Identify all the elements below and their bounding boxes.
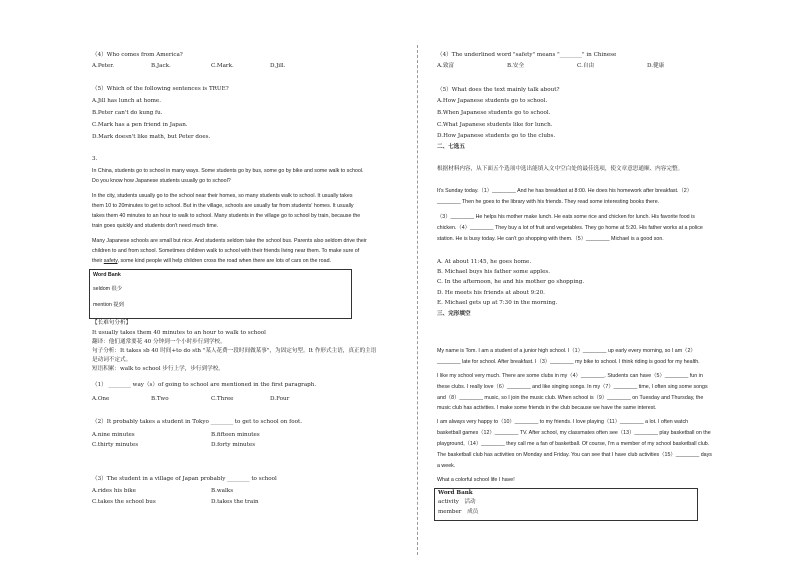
option-d: D. He meets his friends at about 9:20.: [437, 290, 545, 296]
passage-line: In China, students go to school in many ways. Some students go by bus, some go by bike and some walk to school.: [92, 168, 364, 174]
option-b: B. Michael buys his father some apples.: [437, 269, 551, 275]
option-c: C.What Japanese students like for lunch.: [437, 122, 553, 128]
analysis-structure: 句子分析：It takes sb 40 时间+to do sth "某人花费一段时间做某事"，为固定句型。It 作形式主语，真正的主语: [92, 348, 377, 354]
question-3-stem: （3）The student in a village of Japan probably ________ to school: [92, 476, 277, 482]
option-c: C.thirty minutes: [92, 442, 139, 448]
passage-line: children to and from school. Sometimes children walk to school with their friends living near them. To make sure of: [92, 248, 360, 254]
option-c: C.Three: [211, 396, 234, 402]
passage-line: ________ Then he goes to the library with his friends. They read some interesting books there.: [437, 199, 660, 205]
cloze-line: music club has activities. I make some friends in the club because we have the same interest.: [437, 405, 657, 411]
cloze-line: I am always very happy to（10）________ to my friends. I love playing（11）________ a lot. I often watch: [437, 419, 689, 425]
analysis-structure: 是动词不定式。: [92, 357, 132, 363]
section-instruction: 根据材料内容，从下面五个选项中选出能填入文中空白处的最佳选项，使文章意思通顺、内容完整。: [437, 166, 684, 172]
section-heading: 三、完形填空: [437, 311, 471, 317]
word-bank-item: seldom 很少: [93, 286, 123, 292]
option-b: B.Jack.: [151, 63, 171, 69]
question-2-stem: （2）It probably takes a student in Tokyo ________ to get to school on foot.: [92, 419, 302, 425]
analysis-heading: 【长难句分析】: [92, 320, 132, 326]
question-4-stem: （4）The underlined word "safety" means "________" in Chinese: [437, 52, 617, 58]
option-a: A.nine minutes: [92, 432, 135, 438]
option-d: D.takes the train: [211, 499, 259, 505]
passage-line: In the city, students usually go to the school near their homes, so many students walk to school. It usually takes: [92, 193, 353, 199]
option-a: A.Peter.: [92, 63, 115, 69]
option-a: A.rides his bike: [92, 488, 136, 494]
option-c: C.takes the school bus: [92, 499, 156, 505]
option-d: D.Jill.: [270, 63, 286, 69]
option-d: D.forty minutes: [211, 442, 256, 448]
passage-line: chicken.（4）________ They buy a lot of fruit and vegetables. They go home at 5:20. His father works at a police: [437, 225, 703, 231]
option-d: D.Four: [270, 396, 290, 402]
option-b: B.fifteen minutes: [211, 432, 260, 438]
passage-line: （3）________ He helps his mother make lunch. He eats some rice and chicken for lunch. His favorite food is: [437, 214, 695, 220]
cloze-line: these clubs. I really love（6）________ and like singing songs. In my（7）________ time, I often sing some songs: [437, 384, 708, 390]
passage-line: Do you know how Japanese students usually go to school?: [92, 178, 231, 184]
option-d: D.Mark doesn't like math, but Peter does.: [92, 134, 211, 140]
section-heading: 二、七选五: [437, 144, 465, 150]
passage-line: them 10 to 20minutes to get to school. But in the village, schools are usually far from students' homes. It usually: [92, 203, 354, 209]
option-b: B.Two: [151, 396, 169, 402]
closing-line: What a colorful school life I have!: [437, 477, 515, 483]
word-bank-title: Word Bank: [438, 490, 473, 496]
word-bank-item: activity 活动: [438, 499, 476, 505]
option-c: C.Mark has a pen friend in Japan.: [92, 122, 188, 128]
passage-line: It's Sunday today.（1）________ And he has breakfast at 8:00. He does his homework after breakfast.（2）: [437, 188, 693, 194]
cloze-line: My name is Tom. I am a student of a junior high school. I（1）________ up early every morning, so I am（2）: [437, 348, 696, 354]
section-number: 3.: [92, 156, 98, 162]
option-b: B.When Japanese students go to school.: [437, 110, 551, 116]
option-c: C.自由: [577, 63, 595, 69]
question-5-stem: （5）What does the text mainly talk about?: [437, 87, 560, 93]
option-a: A.One: [92, 396, 110, 402]
word-bank-title: Word Bank: [93, 272, 121, 278]
cloze-line: a week.: [437, 463, 456, 469]
underlined-word-safety: safety: [103, 258, 118, 264]
option-a: A.How Japanese students go to school.: [437, 98, 548, 104]
cloze-line: playground,（14）________ they call me a fan of basketball. Of course, I'm a member of my school basketball club.: [437, 441, 710, 447]
cloze-line: basketball games（12）________ TV. After school, my classmates often see（13）________ play basketball on the: [437, 430, 711, 436]
question-1-stem: （1） ________ way（s）of going to school are mentioned in the first paragraph.: [92, 382, 317, 388]
option-b: B.walks: [211, 488, 234, 494]
word-bank-box: [89, 269, 352, 319]
cloze-line: I like my school very much. There are some clubs in my（4）________. Students can have（5）________ fun in: [437, 373, 703, 379]
question-4-stem: （4）Who comes from America?: [92, 52, 183, 58]
passage-line: their safety, some kind people will help children cross the road when there are lots of cars on the road.: [92, 258, 331, 264]
word-bank-item: member 成员: [438, 509, 479, 515]
option-d: D.健康: [647, 63, 665, 69]
analysis-phrase: 短语积累：walk to school 步行上学，步行到学校。: [92, 366, 224, 372]
analysis-translation: 翻译：他们通常要花 40 分钟到一个小时步行到学校。: [92, 339, 226, 345]
word-bank-item: mention 提到: [93, 302, 124, 308]
option-c: C.Mark.: [211, 63, 234, 69]
option-d: D.How Japanese students go to the clubs.: [437, 133, 556, 139]
passage-line: train goes quickly and students don't need much time.: [92, 223, 219, 229]
option-c: C. In the afternoon, he and his mother go shopping.: [437, 279, 585, 285]
passage-line: takes them 40 minutes to an hour to walk to school. Many students in the village go to school by train, because the: [92, 213, 361, 219]
word-bank-box: [434, 488, 698, 521]
cloze-line: The basketball club has activities on Monday and Friday. You can see that I have club activities（15）________ days: [437, 452, 712, 458]
option-b: B.安全: [507, 63, 525, 69]
question-5-stem: （5）Which of the following sentences is TRUE?: [92, 86, 229, 92]
option-a: A.致富: [437, 63, 455, 69]
option-e: E. Michael gets up at 7:30 in the morning.: [437, 300, 558, 306]
option-b: B.Peter can't do kung fu.: [92, 110, 163, 116]
option-a: A. At about 11:45, he goes home.: [437, 259, 532, 265]
right-page: [397, 0, 794, 562]
option-a: A.Jill has lunch at home.: [92, 98, 162, 104]
passage-line: station. He is busy today. He can't go shopping with them.（5）________ Michael is a good son.: [437, 236, 664, 242]
passage-line: Many Japanese schools are small but nice. And students seldom take the school bus. Parents also seldom drive their: [92, 238, 367, 244]
cloze-line: ________ late for school. After breakfast. I（3）________ my bike to school. I think riding is good for my health.: [437, 359, 700, 365]
analysis-sentence: It usually takes them 40 minutes to an hour to walk to school: [92, 330, 266, 336]
cloze-line: and（8）________ music, so I join the music club. When school is（9）________ on Tuesday and Thursday, the: [437, 395, 704, 401]
